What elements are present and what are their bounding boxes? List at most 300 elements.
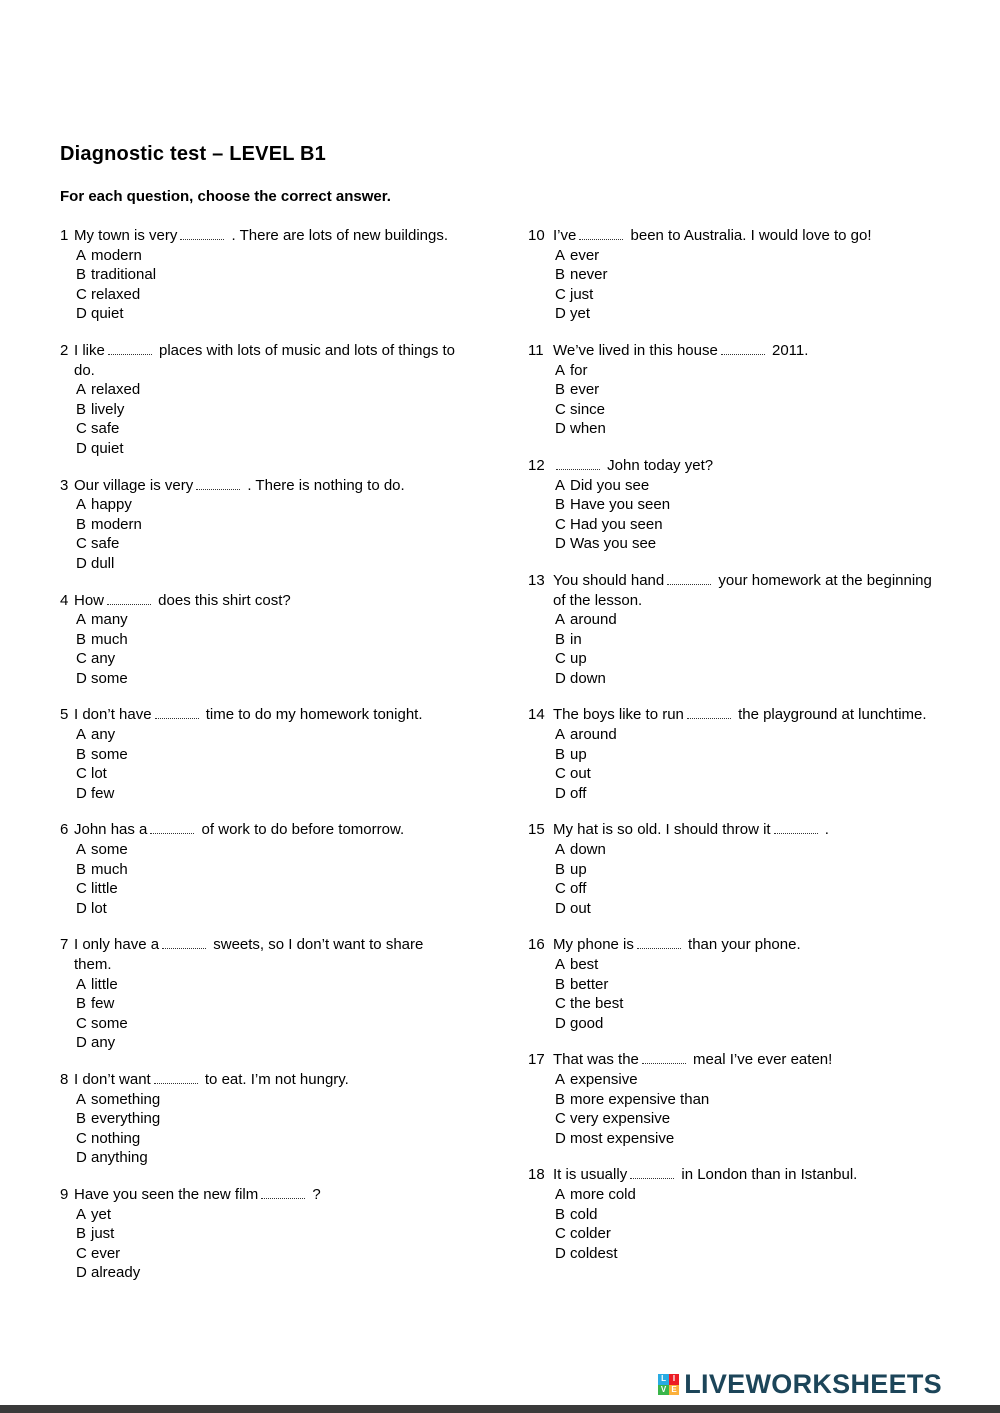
option-letter: D <box>555 1129 566 1147</box>
option-letter: D <box>76 1149 87 1167</box>
option-letter: A <box>76 1205 87 1223</box>
question-text <box>74 705 462 725</box>
option-B[interactable] <box>553 630 935 650</box>
question-text-after-blank: time to do my homework tonight. <box>201 706 423 724</box>
option-text: any <box>91 1034 116 1052</box>
option-letter: A <box>555 1185 566 1203</box>
option-letter: C <box>555 650 566 668</box>
option-B[interactable] <box>553 975 935 995</box>
option-text: happy <box>91 496 132 514</box>
option-B[interactable] <box>553 1205 935 1225</box>
option-C[interactable] <box>553 1224 935 1244</box>
option-A[interactable] <box>553 955 935 975</box>
question-text-before-blank: My phone is <box>553 936 634 954</box>
option-text: quiet <box>91 305 124 323</box>
option-C[interactable] <box>74 764 462 784</box>
option-C[interactable] <box>553 1109 935 1129</box>
liveworksheets-wordmark: LIVEWORKSHEETS <box>684 1369 942 1399</box>
option-letter: C <box>76 1014 87 1032</box>
option-D[interactable] <box>74 554 462 574</box>
question-text-after-blank: . <box>820 821 829 839</box>
option-text: Have you seen <box>570 496 671 514</box>
question-12 <box>528 456 935 554</box>
question-number: 18 <box>528 1166 545 1184</box>
question-number: 16 <box>528 936 545 954</box>
option-C[interactable] <box>553 515 935 535</box>
option-letter: B <box>76 1225 87 1243</box>
option-D[interactable] <box>553 1129 935 1149</box>
option-A[interactable] <box>74 1205 462 1225</box>
option-text: the best <box>570 995 624 1013</box>
option-text: relaxed <box>91 381 141 399</box>
option-letter: C <box>555 765 566 783</box>
logo-tile-E: E <box>669 1385 680 1396</box>
question-text-after-blank: the playground at lunchtime. <box>733 706 927 724</box>
option-text: in <box>570 630 582 648</box>
option-text: very expensive <box>570 1110 671 1128</box>
option-text: more cold <box>570 1185 636 1203</box>
option-B[interactable] <box>553 1090 935 1110</box>
option-A[interactable] <box>553 840 935 860</box>
question-number: 8 <box>60 1070 69 1088</box>
option-B[interactable] <box>74 265 462 285</box>
option-C[interactable] <box>553 879 935 899</box>
option-letter: A <box>76 726 87 744</box>
answer-blank <box>721 342 765 355</box>
option-letter: A <box>555 956 566 973</box>
question-text-after-blank: of work to do before tomorrow. <box>197 821 405 839</box>
question-2 <box>60 341 462 459</box>
option-text: any <box>91 726 116 744</box>
option-A[interactable] <box>553 476 935 496</box>
option-text: little <box>91 975 118 993</box>
option-letter: A <box>76 841 87 859</box>
option-letter: D <box>76 1034 87 1052</box>
option-text: few <box>91 784 115 802</box>
question-number: 10 <box>528 227 545 244</box>
option-text: some <box>91 1014 128 1032</box>
option-D[interactable] <box>74 899 462 919</box>
option-A[interactable] <box>553 1070 935 1090</box>
option-B[interactable] <box>74 400 462 420</box>
option-text: something <box>91 1090 161 1108</box>
question-text <box>553 705 935 725</box>
option-letter: C <box>76 650 87 668</box>
option-D[interactable] <box>74 304 462 324</box>
question-text-before-blank: Have you seen the new film <box>74 1185 259 1203</box>
option-A[interactable] <box>74 610 462 630</box>
option-letter: B <box>555 1090 566 1108</box>
question-text-after-blank: your homework at the beginning of the lesson. <box>553 571 932 609</box>
option-letter: B <box>76 400 87 418</box>
option-text: nothing <box>91 1129 141 1147</box>
option-letter: A <box>76 611 87 629</box>
question-text-after-blank: been to Australia. I would love to go! <box>626 227 872 244</box>
option-letter: A <box>555 476 566 494</box>
option-letter: A <box>76 1090 87 1108</box>
option-C[interactable] <box>74 1244 462 1264</box>
question-text-before-blank: We’ve lived in this house <box>553 341 718 359</box>
option-A[interactable] <box>74 380 462 400</box>
page-bottom-strip <box>0 1405 1000 1413</box>
option-text: any <box>91 650 116 668</box>
question-text-before-blank: It is usually <box>553 1166 628 1184</box>
option-letter: B <box>76 630 87 648</box>
question-number: 2 <box>60 341 69 359</box>
option-text: much <box>91 630 128 648</box>
option-letter: B <box>555 381 566 399</box>
question-text-after-blank: does this shirt cost? <box>154 591 291 609</box>
option-A[interactable] <box>553 725 935 745</box>
option-B[interactable] <box>74 630 462 650</box>
question-1 <box>60 226 462 324</box>
option-letter: A <box>76 246 87 264</box>
option-text: ever <box>570 381 600 399</box>
option-text: lively <box>91 400 125 418</box>
question-text-before-blank: I only have a <box>74 936 160 954</box>
option-A[interactable] <box>553 246 935 266</box>
option-text: relaxed <box>91 285 141 303</box>
page-title: Diagnostic test – LEVEL B1 <box>60 143 327 165</box>
option-A[interactable] <box>74 725 462 745</box>
option-B[interactable] <box>74 515 462 535</box>
option-B[interactable] <box>74 1109 462 1129</box>
question-11 <box>528 341 935 439</box>
option-D[interactable] <box>74 1263 462 1283</box>
option-letter: C <box>555 400 566 418</box>
question-text <box>553 226 935 246</box>
option-text: up <box>570 860 587 878</box>
option-text: up <box>570 650 587 668</box>
question-text-after-blank: to eat. I’m not hungry. <box>200 1070 349 1088</box>
column-left <box>60 226 528 1300</box>
option-text: Was you see <box>570 535 657 553</box>
option-letter: C <box>76 1244 87 1262</box>
question-text <box>553 1050 935 1070</box>
option-letter: C <box>76 285 87 303</box>
option-text: out <box>570 899 591 917</box>
option-letter: D <box>555 1014 566 1032</box>
option-text: up <box>570 745 587 763</box>
answer-blank <box>642 1051 686 1064</box>
option-text: everything <box>91 1110 161 1128</box>
answer-blank <box>180 227 224 240</box>
question-3 <box>60 476 462 574</box>
question-number: 4 <box>60 591 69 609</box>
option-text: already <box>91 1264 141 1282</box>
option-letter: B <box>555 266 566 284</box>
option-text: safe <box>91 420 120 438</box>
liveworksheets-logo[interactable] <box>658 1369 942 1400</box>
option-text: Did you see <box>570 476 650 494</box>
question-number: 6 <box>60 821 69 839</box>
logo-tile-L: L <box>658 1374 669 1385</box>
option-letter: B <box>76 995 87 1013</box>
option-text: some <box>91 669 128 687</box>
answer-blank <box>774 821 818 834</box>
option-A[interactable] <box>553 610 935 630</box>
option-letter: C <box>76 1129 87 1147</box>
option-letter: D <box>76 1264 87 1282</box>
question-text-before-blank: My town is very <box>74 227 178 244</box>
option-text: yet <box>570 305 591 323</box>
option-letter: B <box>76 266 87 284</box>
question-text <box>74 1185 462 1205</box>
question-text-after-blank: John today yet? <box>603 456 714 474</box>
option-letter: B <box>555 975 566 993</box>
answer-blank <box>155 706 199 719</box>
option-text: out <box>570 765 591 783</box>
question-number: 5 <box>60 706 69 724</box>
option-letter: A <box>555 841 566 859</box>
question-text-before-blank: I don’t want <box>74 1070 151 1088</box>
option-letter: D <box>555 899 566 917</box>
answer-blank <box>196 477 240 490</box>
option-text: ever <box>91 1244 121 1262</box>
option-B[interactable] <box>553 860 935 880</box>
option-text: many <box>91 611 128 629</box>
question-number: 17 <box>528 1051 545 1069</box>
option-text: lot <box>91 899 107 917</box>
logo-tile-V: V <box>658 1385 669 1396</box>
option-letter: C <box>555 1225 566 1243</box>
option-D[interactable] <box>553 1244 935 1264</box>
option-D[interactable] <box>74 439 462 459</box>
question-number: 15 <box>528 821 545 839</box>
option-D[interactable] <box>553 304 935 324</box>
question-5 <box>60 705 462 803</box>
option-text: just <box>570 285 594 303</box>
option-text: off <box>570 784 587 802</box>
option-text: coldest <box>570 1244 618 1262</box>
question-15 <box>528 820 935 918</box>
option-B[interactable] <box>74 745 462 765</box>
option-C[interactable] <box>74 1129 462 1149</box>
option-B[interactable] <box>553 380 935 400</box>
question-14 <box>528 705 935 803</box>
question-7 <box>60 935 462 1053</box>
option-letter: B <box>555 630 566 648</box>
instructions-text: For each question, choose the correct answer. <box>60 188 391 205</box>
answer-blank <box>687 706 731 719</box>
option-C[interactable] <box>553 285 935 305</box>
option-text: Had you seen <box>570 515 663 533</box>
option-text: lot <box>91 765 107 783</box>
option-D[interactable] <box>74 669 462 689</box>
option-letter: A <box>555 611 566 629</box>
option-C[interactable] <box>553 649 935 669</box>
option-C[interactable] <box>74 285 462 305</box>
option-letter: C <box>555 995 566 1013</box>
question-text <box>74 935 462 974</box>
option-letter: C <box>76 880 87 898</box>
option-D[interactable] <box>553 669 935 689</box>
option-text: yet <box>91 1205 112 1223</box>
option-C[interactable] <box>74 1014 462 1034</box>
option-A[interactable] <box>74 495 462 515</box>
option-text: some <box>91 745 128 763</box>
option-text: when <box>570 420 606 438</box>
option-B[interactable] <box>74 1224 462 1244</box>
option-text: off <box>570 880 587 898</box>
option-D[interactable] <box>553 784 935 804</box>
option-letter: A <box>76 496 87 514</box>
question-text-before-blank: I don’t have <box>74 706 152 724</box>
option-letter: B <box>76 860 87 878</box>
question-number: 11 <box>528 341 544 359</box>
option-letter: C <box>555 1110 566 1128</box>
option-letter: B <box>555 496 566 514</box>
question-number: 7 <box>60 936 69 954</box>
option-C[interactable] <box>74 879 462 899</box>
option-D[interactable] <box>74 1033 462 1053</box>
question-13 <box>528 571 935 689</box>
option-letter: D <box>76 784 87 802</box>
option-text: some <box>91 841 128 859</box>
question-text <box>74 226 462 246</box>
question-text-before-blank: That was the <box>553 1051 639 1069</box>
option-A[interactable] <box>74 246 462 266</box>
question-number: 3 <box>60 476 69 494</box>
question-9 <box>60 1185 462 1283</box>
option-letter: A <box>555 246 566 264</box>
option-D[interactable] <box>553 534 935 554</box>
option-letter: D <box>555 669 566 687</box>
option-text: dull <box>91 554 115 572</box>
option-D[interactable] <box>553 899 935 919</box>
option-B[interactable] <box>553 745 935 765</box>
question-text-before-blank: John has a <box>74 821 148 839</box>
question-text <box>553 571 935 610</box>
question-text <box>553 935 935 955</box>
logo-tile-I: I <box>669 1374 680 1385</box>
option-text: best <box>570 956 599 973</box>
question-text-after-blank: . There is nothing to do. <box>243 476 405 494</box>
question-text-before-blank: The boys like to run <box>553 706 684 724</box>
option-letter: C <box>76 420 87 438</box>
option-letter: D <box>555 305 566 323</box>
questions-area <box>60 226 940 1300</box>
option-A[interactable] <box>553 361 935 381</box>
option-text: traditional <box>91 266 157 284</box>
question-text <box>74 591 462 611</box>
question-text-before-blank: I like <box>74 341 105 359</box>
option-B[interactable] <box>553 265 935 285</box>
option-C[interactable] <box>74 419 462 439</box>
option-D[interactable] <box>74 1148 462 1168</box>
question-text-before-blank: Our village is very <box>74 476 194 494</box>
answer-blank <box>107 592 151 605</box>
answer-blank <box>667 572 711 585</box>
option-C[interactable] <box>553 994 935 1014</box>
question-number: 13 <box>528 571 545 589</box>
answer-blank <box>261 1186 305 1199</box>
option-letter: A <box>76 975 87 993</box>
question-10 <box>528 226 935 324</box>
option-text: for <box>570 361 588 379</box>
option-letter: D <box>555 1244 566 1262</box>
option-text: better <box>570 975 609 993</box>
option-letter: D <box>76 305 87 323</box>
option-D[interactable] <box>553 1014 935 1034</box>
question-number: 1 <box>60 227 69 244</box>
option-letter: A <box>555 726 566 744</box>
option-text: anything <box>91 1149 148 1167</box>
option-text: quiet <box>91 439 124 457</box>
option-A[interactable] <box>74 1090 462 1110</box>
question-text-before-blank: I’ve <box>553 227 577 244</box>
question-text-before-blank: How <box>74 591 105 609</box>
option-text: since <box>570 400 606 418</box>
option-B[interactable] <box>74 994 462 1014</box>
question-text <box>553 1165 935 1185</box>
answer-blank <box>556 457 600 470</box>
option-letter: B <box>555 860 566 878</box>
option-A[interactable] <box>74 840 462 860</box>
option-text: around <box>570 726 617 744</box>
option-B[interactable] <box>553 495 935 515</box>
question-number: 12 <box>528 456 545 474</box>
option-letter: D <box>555 420 566 438</box>
option-A[interactable] <box>74 975 462 995</box>
answer-blank <box>108 342 152 355</box>
question-text-before-blank: My hat is so old. I should throw it <box>553 821 771 839</box>
question-text-after-blank: meal I’ve ever eaten! <box>688 1051 833 1069</box>
question-text <box>553 820 935 840</box>
option-text: most expensive <box>570 1129 675 1147</box>
question-18 <box>528 1165 935 1263</box>
question-text-after-blank: . There are lots of new buildings. <box>227 227 449 244</box>
option-A[interactable] <box>553 1185 935 1205</box>
option-text: few <box>91 995 115 1013</box>
question-6 <box>60 820 462 918</box>
answer-blank <box>579 227 623 240</box>
question-text-after-blank: than your phone. <box>683 936 801 954</box>
option-letter: D <box>555 535 566 553</box>
option-C[interactable] <box>74 649 462 669</box>
option-text: around <box>570 611 617 629</box>
answer-blank <box>630 1166 674 1179</box>
option-B[interactable] <box>74 860 462 880</box>
option-text: just <box>91 1225 115 1243</box>
answer-blank <box>637 936 681 949</box>
option-text: much <box>91 860 128 878</box>
option-letter: C <box>76 535 87 553</box>
option-D[interactable] <box>553 419 935 439</box>
option-letter: A <box>76 381 87 399</box>
question-number: 14 <box>528 706 545 724</box>
option-D[interactable] <box>74 784 462 804</box>
option-C[interactable] <box>74 534 462 554</box>
answer-blank <box>154 1071 198 1084</box>
column-right <box>528 226 940 1280</box>
option-C[interactable] <box>553 764 935 784</box>
option-letter: D <box>555 784 566 802</box>
question-4 <box>60 591 462 689</box>
option-C[interactable] <box>553 400 935 420</box>
answer-blank <box>150 821 194 834</box>
option-letter: C <box>76 765 87 783</box>
option-text: modern <box>91 515 142 533</box>
question-16 <box>528 935 935 1033</box>
question-text-after-blank: sweets, so I don’t want to share them. <box>74 936 424 973</box>
option-letter: D <box>76 554 87 572</box>
question-text <box>74 341 462 380</box>
option-text: ever <box>570 246 600 264</box>
option-letter: A <box>555 361 566 379</box>
option-letter: B <box>555 745 566 763</box>
question-17 <box>528 1050 935 1148</box>
